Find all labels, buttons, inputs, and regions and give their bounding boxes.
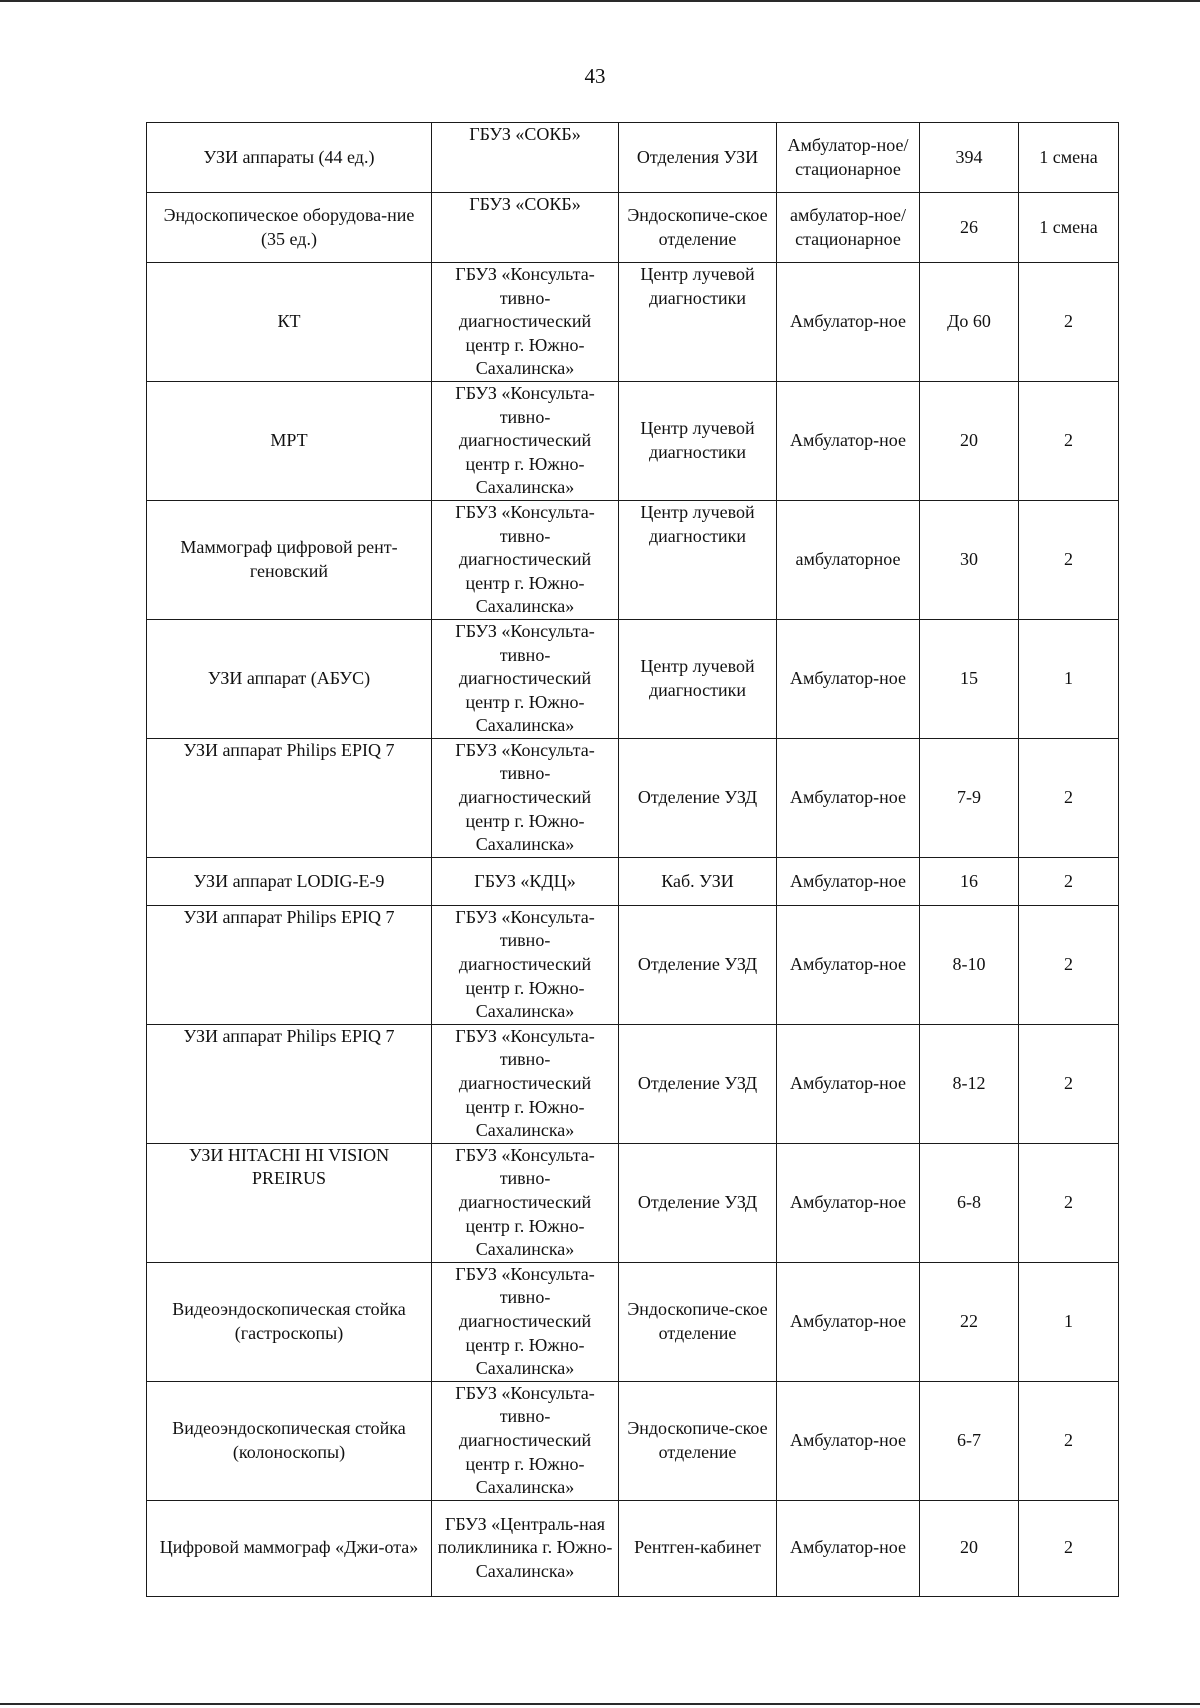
capacity-cell: 26 [920,193,1019,263]
institution-cell: ГБУЗ «Консульта-тивно-диагностический центр г. Южно-Сахалинска» [432,905,619,1024]
care-type-cell: амбулаторное [777,500,920,619]
table-row [147,905,1119,1024]
shifts-cell: 2 [1019,857,1119,905]
care-type-cell: Амбулатор-ное [777,857,920,905]
capacity-cell: 6-7 [920,1381,1019,1500]
institution-cell: ГБУЗ «Консульта-тивно-диагностический центр г. Южно-Сахалинска» [432,1024,619,1143]
institution-cell: ГБУЗ «КДЦ» [432,857,619,905]
shifts-cell: 1 [1019,619,1119,738]
care-type-cell: Амбулатор-ное/ стационарное [777,123,920,193]
capacity-cell: 20 [920,381,1019,500]
department-cell: Центр лучевой диагностики [619,381,777,500]
equipment-cell: КТ [147,263,432,382]
table-row [147,500,1119,619]
equipment-cell: УЗИ аппарат (АБУС) [147,619,432,738]
capacity-cell: 394 [920,123,1019,193]
care-type-cell: Амбулатор-ное [777,263,920,382]
department-cell: Эндоскопиче-ское отделение [619,1262,777,1381]
table-row [147,1500,1119,1596]
equipment-cell: УЗИ HITACHI HI VISION PREIRUS [147,1143,432,1262]
shifts-cell: 2 [1019,381,1119,500]
institution-cell: ГБУЗ «СОКБ» [432,193,619,263]
table-row [147,1381,1119,1500]
institution-cell: ГБУЗ «Консульта-тивно-диагностический центр г. Южно-Сахалинска» [432,263,619,382]
shifts-cell: 1 смена [1019,193,1119,263]
equipment-cell: Видеоэндоскопическая стойка (колоноскопы) [147,1381,432,1500]
equipment-cell: МРТ [147,381,432,500]
department-cell: Центр лучевой диагностики [619,500,777,619]
table-row [147,263,1119,382]
department-cell: Эндоскопиче-ское отделение [619,193,777,263]
table-row [147,1143,1119,1262]
table-row [147,1262,1119,1381]
department-cell: Эндоскопиче-ское отделение [619,1381,777,1500]
care-type-cell: амбулатор-ное/ стационарное [777,193,920,263]
shifts-cell: 2 [1019,500,1119,619]
care-type-cell: Амбулатор-ное [777,738,920,857]
institution-cell: ГБУЗ «Консульта-тивно-диагностический центр г. Южно-Сахалинска» [432,1143,619,1262]
institution-cell: ГБУЗ «Консульта-тивно-диагностический центр г. Южно-Сахалинска» [432,500,619,619]
equipment-cell: Видеоэндоскопическая стойка (гастроскопы) [147,1262,432,1381]
shifts-cell: 1 [1019,1262,1119,1381]
department-cell: Отделение УЗД [619,905,777,1024]
care-type-cell: Амбулатор-ное [777,1262,920,1381]
shifts-cell: 2 [1019,905,1119,1024]
department-cell: Отделение УЗД [619,1024,777,1143]
institution-cell: ГБУЗ «Консульта-тивно-диагностический центр г. Южно-Сахалинска» [432,381,619,500]
shifts-cell: 2 [1019,1500,1119,1596]
equipment-cell: УЗИ аппарат Philips EPIQ 7 [147,1024,432,1143]
capacity-cell: 30 [920,500,1019,619]
shifts-cell: 2 [1019,1381,1119,1500]
capacity-cell: 8-10 [920,905,1019,1024]
capacity-cell: 22 [920,1262,1019,1381]
equipment-cell: Цифровой маммограф «Джи-ота» [147,1500,432,1596]
department-cell: Отделение УЗД [619,738,777,857]
institution-cell: ГБУЗ «СОКБ» [432,123,619,193]
bottom-scan-rule [0,1703,1200,1705]
table-row [147,381,1119,500]
equipment-table [146,122,1119,1597]
equipment-table-body [147,123,1119,1597]
capacity-cell: 7-9 [920,738,1019,857]
capacity-cell: 16 [920,857,1019,905]
table-row [147,193,1119,263]
institution-cell: ГБУЗ «Централь-ная поликлиника г. Южно-Сахалинска» [432,1500,619,1596]
table-row [147,857,1119,905]
department-cell: Каб. УЗИ [619,857,777,905]
capacity-cell: 15 [920,619,1019,738]
shifts-cell: 2 [1019,738,1119,857]
department-cell: Отделения УЗИ [619,123,777,193]
capacity-cell: 6-8 [920,1143,1019,1262]
equipment-cell: УЗИ аппараты (44 ед.) [147,123,432,193]
institution-cell: ГБУЗ «Консульта-тивно-диагностический центр г. Южно-Сахалинска» [432,619,619,738]
care-type-cell: Амбулатор-ное [777,905,920,1024]
care-type-cell: Амбулатор-ное [777,381,920,500]
table-row [147,1024,1119,1143]
care-type-cell: Амбулатор-ное [777,1500,920,1596]
shifts-cell: 1 смена [1019,123,1119,193]
care-type-cell: Амбулатор-ное [777,619,920,738]
care-type-cell: Амбулатор-ное [777,1381,920,1500]
care-type-cell: Амбулатор-ное [777,1024,920,1143]
table-row [147,738,1119,857]
institution-cell: ГБУЗ «Консульта-тивно-диагностический центр г. Южно-Сахалинска» [432,738,619,857]
department-cell: Рентген-кабинет [619,1500,777,1596]
care-type-cell: Амбулатор-ное [777,1143,920,1262]
shifts-cell: 2 [1019,263,1119,382]
table-row [147,619,1119,738]
department-cell: Отделение УЗД [619,1143,777,1262]
table-row [147,123,1119,193]
capacity-cell: До 60 [920,263,1019,382]
top-scan-rule [0,0,1200,2]
institution-cell: ГБУЗ «Консульта-тивно-диагностический центр г. Южно-Сахалинска» [432,1262,619,1381]
equipment-cell: УЗИ аппарат Philips EPIQ 7 [147,905,432,1024]
shifts-cell: 2 [1019,1143,1119,1262]
equipment-cell: УЗИ аппарат Philips EPIQ 7 [147,738,432,857]
capacity-cell: 8-12 [920,1024,1019,1143]
equipment-cell: УЗИ аппарат LODIG-E-9 [147,857,432,905]
shifts-cell: 2 [1019,1024,1119,1143]
institution-cell: ГБУЗ «Консульта-тивно-диагностический центр г. Южно-Сахалинска» [432,1381,619,1500]
equipment-cell: Эндоскопическое оборудова-ние (35 ед.) [147,193,432,263]
page-number: 43 [584,64,606,88]
equipment-cell: Маммограф цифровой рент-геновский [147,500,432,619]
department-cell: Центр лучевой диагностики [619,263,777,382]
capacity-cell: 20 [920,1500,1019,1596]
department-cell: Центр лучевой диагностики [619,619,777,738]
